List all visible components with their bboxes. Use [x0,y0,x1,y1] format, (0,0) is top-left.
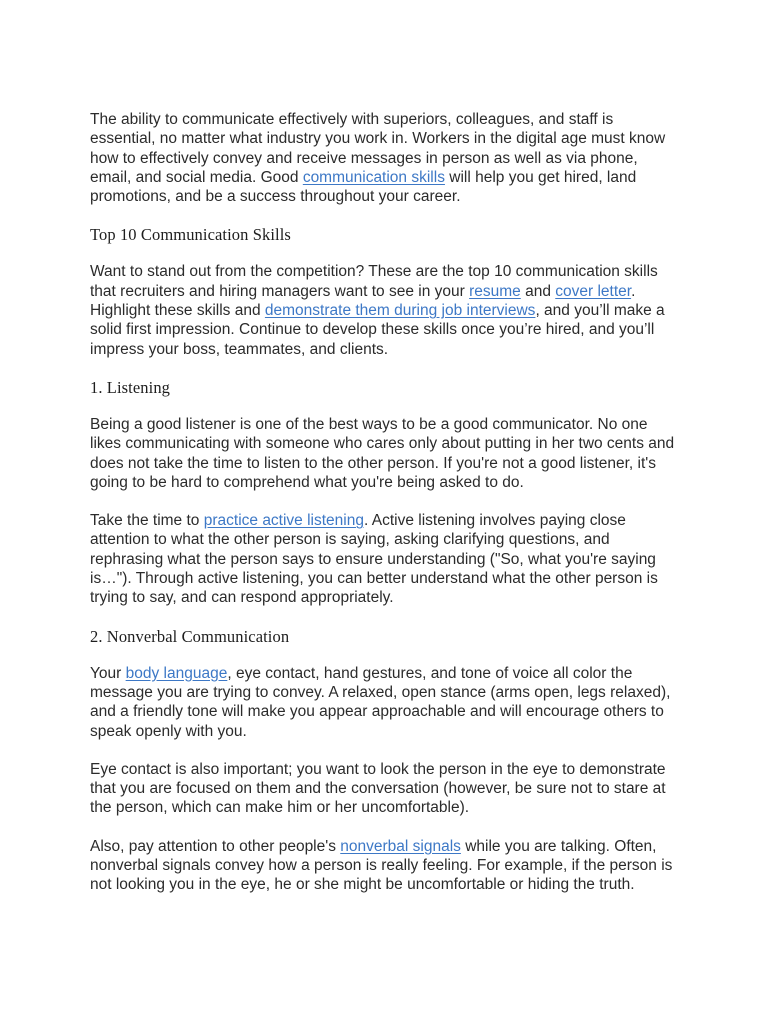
top10-text-2: and [520,282,556,300]
top10-text-4: , and you’ll make a solid first impression. Continue to develop these skills once you’re hired, and you’ll impress your boss, teammates, and clients. [90,302,665,358]
nonverbal-paragraph-1 [90,664,680,741]
listening-paragraph-2 [90,511,680,607]
listening-text-2: . Active listening involves paying close attention to what the other person is saying, asking clarifying questions, and rephrasing what the person says to ensure understanding ("So, what you're saying is…"). Through active listening, you can better understand what the other person is trying to say, and can respond appropriately. [90,512,658,607]
nonverbal-heading: 2. Nonverbal Communication [90,626,290,646]
document-page [90,110,680,914]
nonverbal-paragraph-3 [90,837,680,895]
listening-paragraph-1: Being a good listener is one of the best ways to be a good communicator. No one likes communicating with someone who cares only about putting in her two cents and does not take the time to listen to the other person. If you're not a good listener, it's going to be hard to comprehend what you're being asked to do. [90,415,675,491]
intro-text-2: will help you get hired, land promotions, and be a success throughout your career. [90,168,637,206]
intro-paragraph [90,110,680,206]
nonverbal-text-2: , eye contact, hand gestures, and tone of voice all color the message you are trying to convey. A relaxed, open stance (arms open, legs relaxed), and a friendly tone will make you appear approachable and will encourage others to speak openly with you. [90,664,671,740]
intro-text-1: The ability to communicate effectively with superiors, colleagues, and staff is essential, no matter what industry you work in. Workers in the digital age must know how to effectively convey and receive messages in person as well as via phone, email, and social media. Good [90,111,666,186]
body-language-link[interactable]: body language [125,664,228,682]
listening-text-1: Take the time to [90,512,204,530]
top10-paragraph [90,262,680,358]
resume-link[interactable]: resume [469,282,521,300]
nonverbal-text-4: while you are talking. Often, nonverbal signals convey how a person is really feeling. For example, if the person is not looking you in the eye, he or she might be uncomfortable or hiding the truth. [90,837,673,894]
nonverbal-text-3: Also, pay attention to other people's [90,837,341,855]
listening-heading: 1. Listening [90,377,171,397]
job-interviews-link[interactable]: demonstrate them during job interviews [264,302,536,320]
nonverbal-signals-link[interactable]: nonverbal signals [340,837,461,855]
top10-heading: Top 10 Communication Skills [90,225,291,245]
nonverbal-text-1: Your [90,664,126,682]
top10-text-3: . Highlight these skills and [90,282,636,320]
top10-text-1: Want to stand out from the competition? These are the top 10 communication skills that recruiters and hiring managers want to see in your [90,263,658,300]
communication-skills-link[interactable]: communication skills [302,168,445,186]
cover-letter-link[interactable]: cover letter [555,282,632,300]
active-listening-link[interactable]: practice active listening [203,512,364,530]
nonverbal-paragraph-2: Eye contact is also important; you want to look the person in the eye to demonstrate that you are focused on them and the conversation (however, be sure not to stare at the person, which can make him or her uncomfortable). [90,760,666,817]
